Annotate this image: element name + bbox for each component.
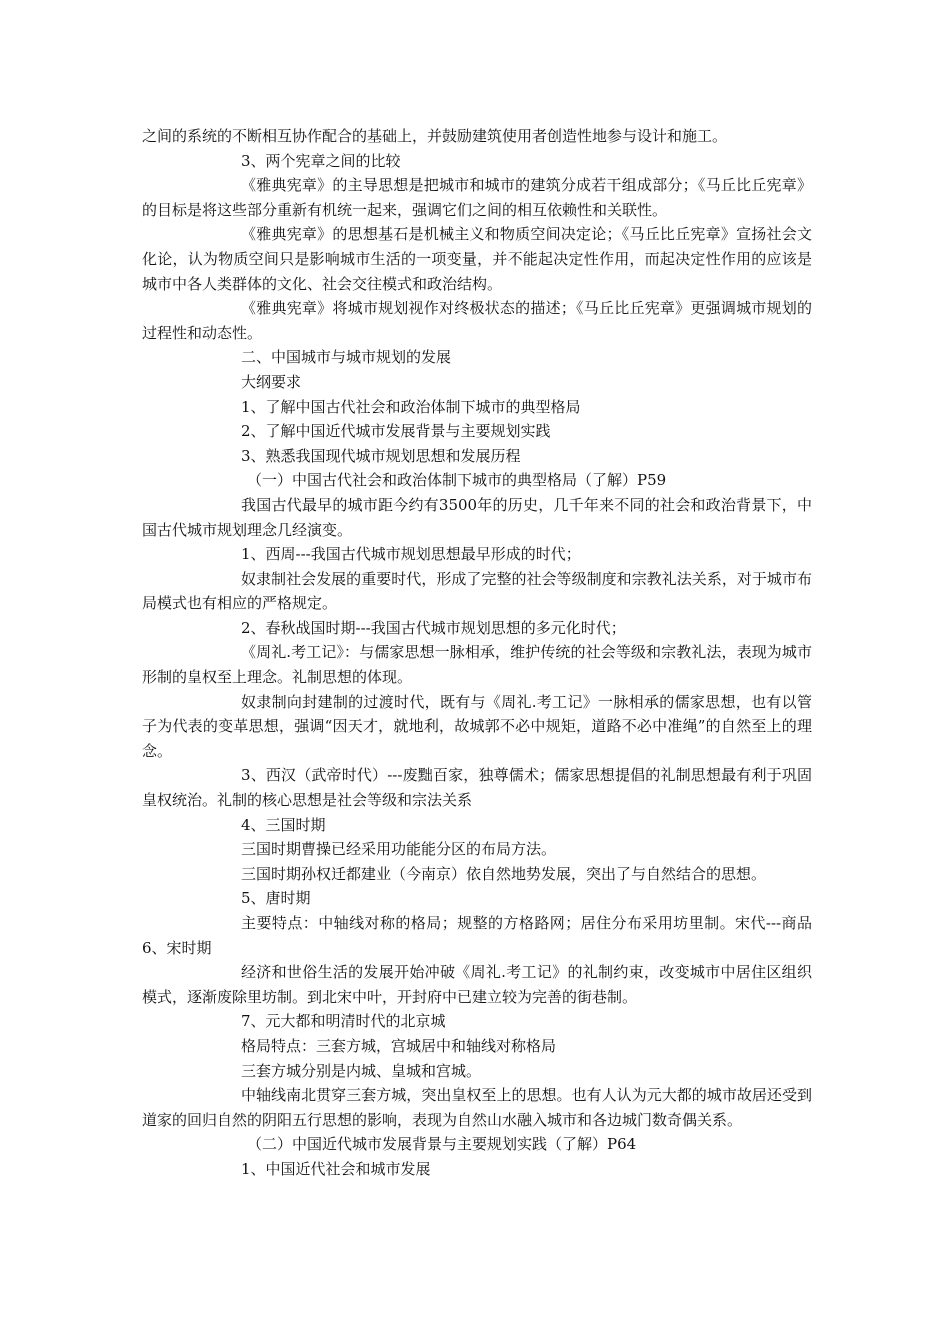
paragraph: 奴隶制向封建制的过渡时代，既有与《周礼.考工记》一脉相承的儒家思想，也有以管子为代表的变革思想，强调“因天才，就地利，故城郭不必中规矩，道路不必中准绳”的自然至上的理念。 <box>142 692 812 760</box>
paragraph: 格局特点：三套方城，宫城居中和轴线对称格局 <box>241 1036 557 1055</box>
paragraph: 我国古代最早的城市距今约有3500年的历史，几千年来不同的社会和政治背景下，中国古代城市规划理念几经演变。 <box>142 495 812 539</box>
list-item: 7、元大都和明清时代的北京城 <box>241 1012 446 1031</box>
paragraph: 《雅典宪章》的思想基石是机械主义和物质空间决定论；《马丘比丘宪章》宣扬社会文化论，认为物质空间只是影响城市生活的一项变量，并不能起决定性作用，而起决定性作用的应该是城市中各人类群体的文化、社会交往模式和政治结构。 <box>142 225 812 293</box>
paragraph: 《雅典宪章》的主导思想是把城市和城市的建筑分成若干组成部分；《马丘比丘宪章》的目标是将这些部分重新有机统一起来，强调它们之间的相互依赖性和关联性。 <box>142 176 812 219</box>
list-item: 3、熟悉我国现代城市规划思想和发展历程 <box>241 446 521 465</box>
list-item: 4、三国时期 <box>241 815 326 834</box>
subsection-heading: （一）中国古代社会和政治体制下城市的典型格局（了解）P59 <box>247 471 667 490</box>
paragraph: 3、西汉（武帝时代）---废黜百家，独尊儒术；儒家思想提倡的礼制思想最有利于巩固皇权统治。礼制的核心思想是社会等级和宗法关系 <box>142 766 812 810</box>
list-item: 2、春秋战国时期---我国古代城市规划思想的多元化时代； <box>241 618 626 637</box>
paragraph: 主要特点：中轴线对称的格局；规整的方格路网；居住分布采用坊里制。宋代---商品6、宋时期 <box>142 914 812 957</box>
document-body <box>142 124 812 1182</box>
list-item: 1、了解中国古代社会和政治体制下城市的典型格局 <box>241 397 581 416</box>
list-item: 1、中国近代社会和城市发展 <box>241 1159 431 1178</box>
subheading-charter-comparison: 3、两个宪章之间的比较 <box>241 151 401 170</box>
list-item: 5、唐时期 <box>241 889 311 908</box>
paragraph: 三国时期孙权迁都建业（今南京）依自然地势发展，突出了与自然结合的思想。 <box>241 864 767 883</box>
paragraph-continuation: 之间的系统的不断相互协作配合的基础上，并鼓励建筑使用者创造性地参与设计和施工。 <box>142 127 728 145</box>
paragraph: 中轴线南北贯穿三套方城，突出皇权至上的思想。也有人认为元大都的城市故居还受到道家的回归自然的阴阳五行思想的影响，表现为自然山水融入城市和各边城门数奇偶关系。 <box>142 1086 812 1129</box>
paragraph: 《周礼.考工记》：与儒家思想一脉相承，维护传统的社会等级和宗教礼法，表现为城市形制的皇权至上理念。礼制思想的体现。 <box>142 643 812 687</box>
list-item: 2、了解中国近代城市发展背景与主要规划实践 <box>241 422 551 441</box>
section-heading: 二、中国城市与城市规划的发展 <box>241 348 452 367</box>
subsection-heading: （二）中国近代城市发展背景与主要规划实践（了解）P64 <box>247 1135 637 1154</box>
paragraph: 奴隶制社会发展的重要时代，形成了完整的社会等级制度和宗教礼法关系，对于城市布局模式也有相应的严格规定。 <box>142 569 812 613</box>
paragraph: 三国时期曹操已经采用功能能分区的布局方法。 <box>241 840 557 859</box>
paragraph: 《雅典宪章》将城市规划视作对终极状态的描述；《马丘比丘宪章》更强调城市规划的过程性和动态性。 <box>142 299 812 342</box>
list-item: 1、西周---我国古代城市规划思想最早形成的时代； <box>241 545 581 564</box>
paragraph: 经济和世俗生活的发展开始冲破《周礼.考工记》的礼制约束，改变城市中居住区组织模式，逐渐废除里坊制。到北宋中叶，开封府中已建立较为完善的街巷制。 <box>142 963 812 1006</box>
paragraph: 三套方城分别是内城、皇城和宫城。 <box>241 1061 482 1080</box>
outline-heading: 大纲要求 <box>241 372 302 391</box>
